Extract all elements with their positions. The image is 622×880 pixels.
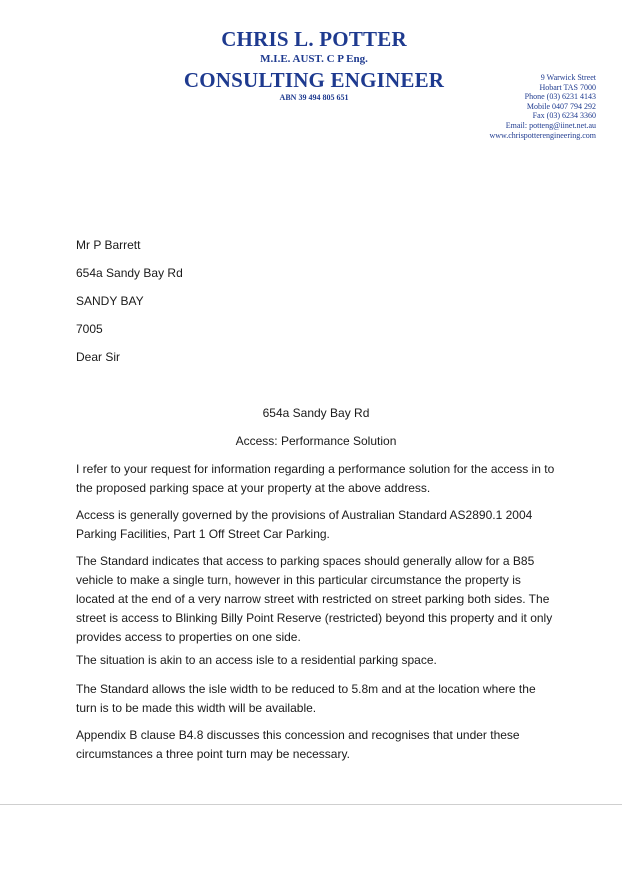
letterhead-qualifications: M.I.E. AUST. C P Eng. (260, 53, 368, 65)
recipient-suburb: SANDY BAY (76, 294, 144, 308)
letterhead-name: CHRIS L. POTTER (221, 27, 407, 51)
recipient-name: Mr P Barrett (76, 238, 141, 252)
paragraph-standard: Access is generally governed by the provisions of Australian Standard AS2890.1 2004 Parking Facilities, Part 1 Off Street Car Parking. (76, 508, 533, 541)
paragraph-appendix: Appendix B clause B4.8 discusses this concession and recognises that under these circumstances a three point turn may be necessary. (76, 728, 520, 761)
contact-fax: Fax (03) 6234 3360 (532, 111, 596, 121)
contact-mobile: Mobile 0407 794 292 (526, 101, 596, 111)
contact-address-street: 9 Warwick Street (540, 73, 596, 82)
paragraph-circumstance: The Standard indicates that access to parking spaces should generally allow for a B85 vehicle to make a single turn, however in this particular circumstance the property is located at the end of a very narrow street with restricted on street parking both sides. The street is access to Blinking Billy Point Reserve (restricted) beyond this property and it only provides access to properties on one side. (76, 554, 553, 644)
contact-address-city: Hobart TAS 7000 (539, 82, 596, 92)
subject-line-2: Access: Performance Solution (235, 434, 397, 448)
contact-website: www.chrispotterengineering.com (489, 130, 596, 140)
contact-phone: Phone (03) 6231 4143 (524, 92, 596, 102)
page-divider (0, 804, 622, 805)
paragraph-isle-width: The Standard allows the isle width to be reduced to 5.8m and at the location where the turn is to be made this width will be available. (76, 682, 536, 715)
recipient-street: 654a Sandy Bay Rd (76, 266, 183, 280)
letterhead-abn: ABN 39 494 805 651 (279, 93, 349, 102)
salutation: Dear Sir (76, 350, 121, 364)
letterhead-contact (489, 73, 596, 140)
recipient-postcode: 7005 (76, 322, 103, 336)
contact-email: Email: potteng@iinet.net.au (505, 120, 596, 130)
paragraph-situation: The situation is akin to an access isle to a residential parking space. (76, 653, 437, 667)
paragraph-request: I refer to your request for information regarding a performance solution for the access in to the proposed parking space at your property at the above address. (76, 462, 555, 495)
subject-line-1: 654a Sandy Bay Rd (262, 406, 370, 420)
letterhead-title: CONSULTING ENGINEER (183, 68, 445, 92)
